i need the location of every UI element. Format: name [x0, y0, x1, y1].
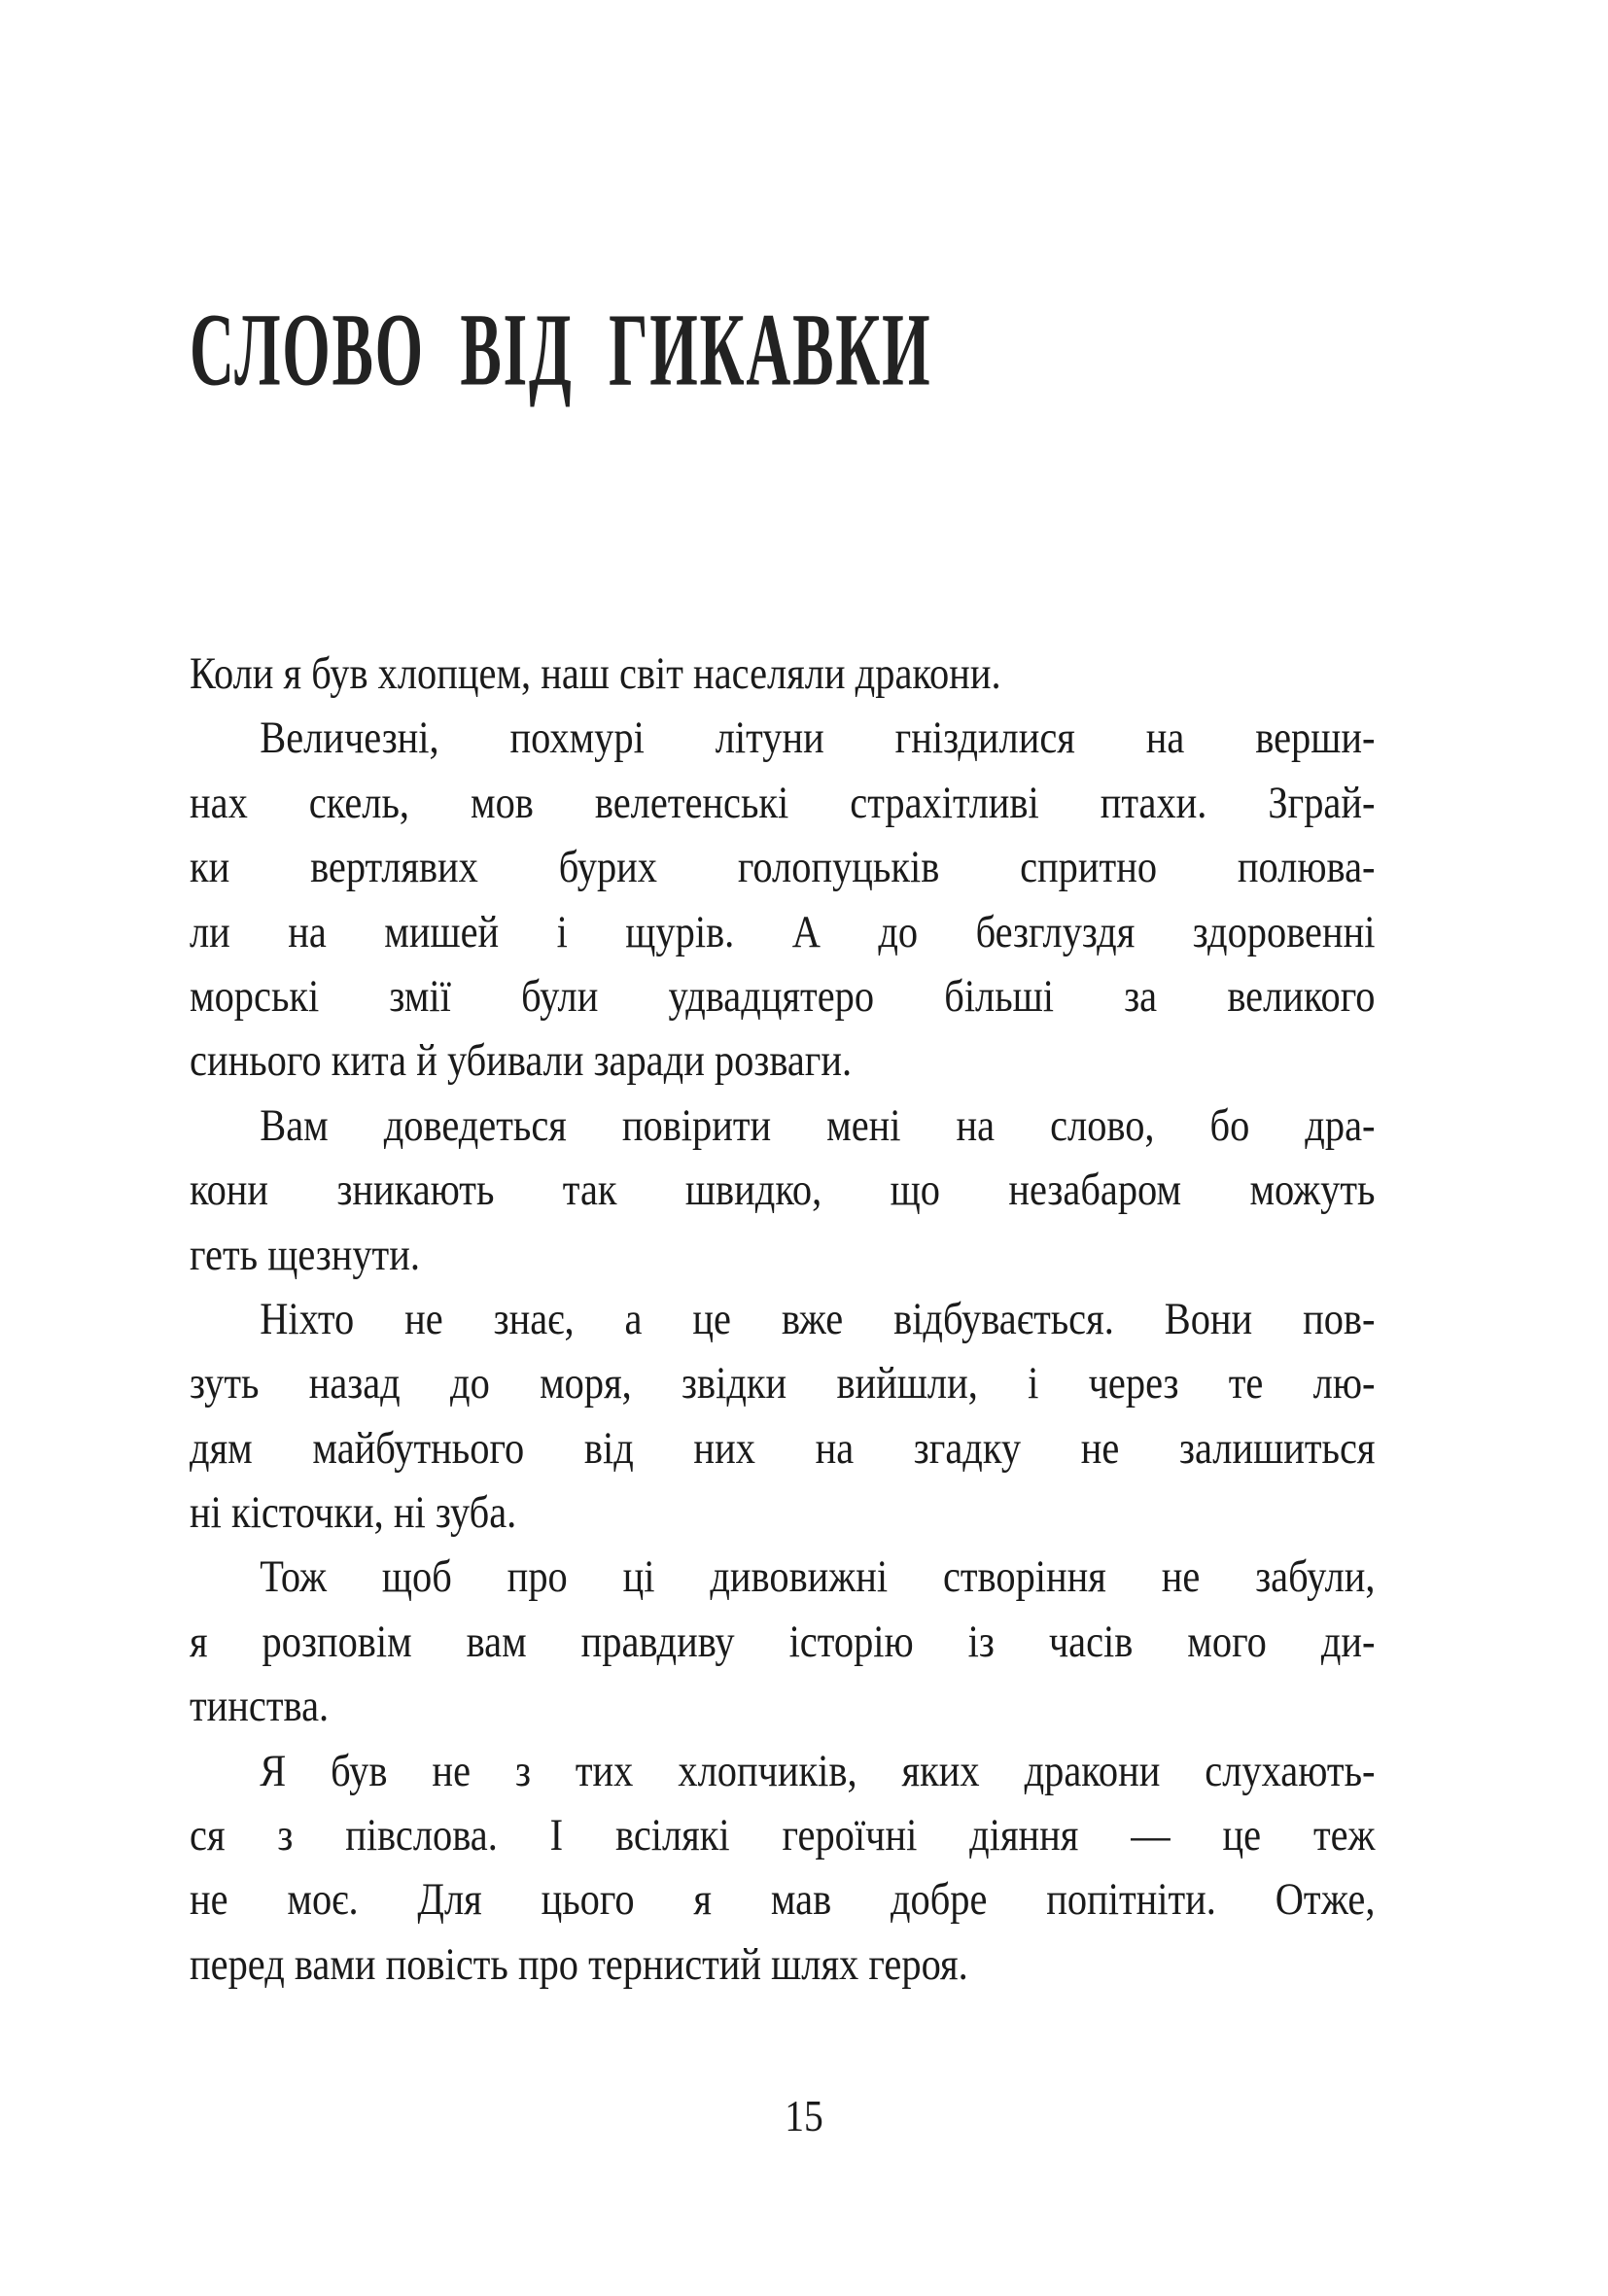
- text-line: Коли я був хлопцем, наш світ населяли дракони.: [190, 648, 1001, 699]
- text-line: зуть назад до моря, звідки вийшли, і через те лю-: [190, 1358, 1376, 1409]
- page-number: 15: [785, 2091, 823, 2140]
- text-line: Вам доведеться повірити мені на слово, бо дра-: [260, 1099, 1376, 1151]
- chapter-title: СЛОВО ВІД ГИКАВКИ: [190, 293, 932, 409]
- text-line: геть щезнути.: [190, 1229, 420, 1280]
- text-line: ся з півслова. І всілякі героїчні діяння — це теж: [190, 1810, 1376, 1861]
- text-line: морські змії були удвадцятеро більші за великого: [190, 970, 1376, 1022]
- text-line: ні кісточки, ні зуба.: [190, 1487, 517, 1539]
- text-line: Я був не з тих хлопчиків, яких дракони слухають-: [260, 1745, 1376, 1796]
- text-line: Величезні, похмурі літуни гніздилися на верши-: [260, 713, 1376, 764]
- text-line: не моє. Для цього я мав добре попітніти. Отже,: [190, 1874, 1376, 1926]
- text-line: Ніхто не знає, а це вже відбувається. Вони пов-: [260, 1293, 1376, 1344]
- text-line: синього кита й убивали заради розваги.: [190, 1035, 853, 1087]
- text-line: ли на мишей і щурів. А до безглуздя здоровенні: [190, 906, 1376, 957]
- text-line: нах скель, мов велетенські страхітливі птахи. Зграй-: [190, 777, 1376, 828]
- text-line: я розповім вам правдиву історію із часів мого ди-: [190, 1616, 1376, 1667]
- text-line: кони зникають так швидко, що незабаром можуть: [190, 1165, 1376, 1216]
- text-line: перед вами повість про тернистий шлях героя.: [190, 1938, 968, 1990]
- body-text: [190, 642, 1376, 1997]
- text-line: дям майбутнього від них на згадку не залишиться: [190, 1422, 1376, 1474]
- text-line: тинства.: [190, 1681, 330, 1732]
- text-line: ки вертлявих бурих голопуцьків спритно полюва-: [190, 842, 1376, 893]
- text-line: Тож щоб про ці дивовижні створіння не забули,: [260, 1551, 1376, 1603]
